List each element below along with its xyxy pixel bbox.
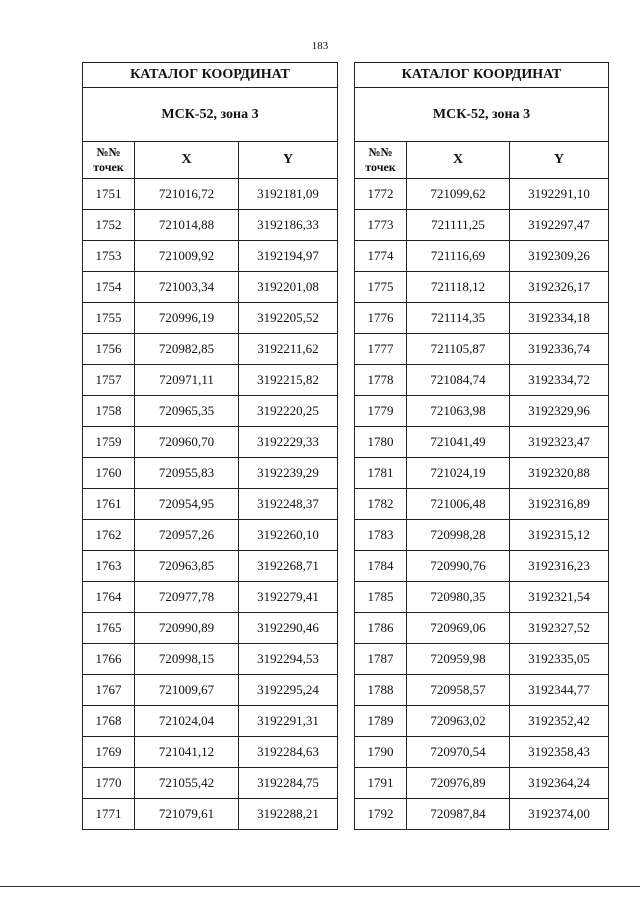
table-row — [83, 644, 338, 675]
y-coordinate-cell: 3192268,71 — [239, 551, 338, 582]
point-number-cell: 1760 — [83, 458, 135, 489]
y-coordinate-cell: 3192334,18 — [510, 303, 609, 334]
y-coordinate-cell: 3192229,33 — [239, 427, 338, 458]
table-row — [83, 396, 338, 427]
table-row — [355, 458, 609, 489]
y-coordinate-cell: 3192288,21 — [239, 799, 338, 830]
table-row — [83, 520, 338, 551]
x-coordinate-cell: 720958,57 — [407, 675, 510, 706]
point-number-cell: 1763 — [83, 551, 135, 582]
x-coordinate-cell: 721105,87 — [407, 334, 510, 365]
table-row — [355, 768, 609, 799]
table-row — [355, 427, 609, 458]
y-coordinate-cell: 3192316,89 — [510, 489, 609, 520]
y-coordinate-cell: 3192211,62 — [239, 334, 338, 365]
catalog-rows — [83, 179, 338, 830]
y-coordinate-cell: 3192201,08 — [239, 272, 338, 303]
table-row — [83, 303, 338, 334]
table-row — [83, 241, 338, 272]
y-coordinate-cell: 3192334,72 — [510, 365, 609, 396]
y-coordinate-cell: 3192294,53 — [239, 644, 338, 675]
table-row — [355, 334, 609, 365]
table-row — [355, 551, 609, 582]
x-coordinate-cell: 720998,15 — [135, 644, 239, 675]
point-number-cell: 1790 — [355, 737, 407, 768]
x-coordinate-cell: 721009,92 — [135, 241, 239, 272]
catalog-zone: МСК-52, зона 3 — [355, 88, 609, 142]
point-number-cell: 1754 — [83, 272, 135, 303]
table-row — [355, 520, 609, 551]
x-coordinate-cell: 721079,61 — [135, 799, 239, 830]
x-coordinate-cell: 720987,84 — [407, 799, 510, 830]
point-number-cell: 1762 — [83, 520, 135, 551]
x-coordinate-cell: 721084,74 — [407, 365, 510, 396]
x-coordinate-cell: 720990,76 — [407, 551, 510, 582]
y-coordinate-cell: 3192279,41 — [239, 582, 338, 613]
x-coordinate-cell: 720955,83 — [135, 458, 239, 489]
point-number-cell: 1765 — [83, 613, 135, 644]
table-row — [83, 489, 338, 520]
catalog-title: КАТАЛОГ КООРДИНАТ — [83, 63, 338, 88]
table-row — [83, 210, 338, 241]
point-number-cell: 1764 — [83, 582, 135, 613]
catalog-zone: МСК-52, зона 3 — [83, 88, 338, 142]
x-coordinate-cell: 720957,26 — [135, 520, 239, 551]
table-row — [83, 768, 338, 799]
y-coordinate-cell: 3192297,47 — [510, 210, 609, 241]
x-coordinate-cell: 721111,25 — [407, 210, 510, 241]
coordinate-catalog-right — [354, 62, 609, 830]
point-number-cell: 1768 — [83, 706, 135, 737]
x-coordinate-cell: 720980,35 — [407, 582, 510, 613]
table-row — [83, 179, 338, 210]
y-header: Y — [510, 142, 609, 179]
x-coordinate-cell: 720954,95 — [135, 489, 239, 520]
x-coordinate-cell: 720963,02 — [407, 706, 510, 737]
x-coordinate-cell: 720965,35 — [135, 396, 239, 427]
x-coordinate-cell: 721006,48 — [407, 489, 510, 520]
point-number-cell: 1755 — [83, 303, 135, 334]
point-number-cell: 1791 — [355, 768, 407, 799]
point-number-header — [83, 142, 135, 179]
x-coordinate-cell: 720976,89 — [407, 768, 510, 799]
point-number-header-symbol: №№ — [368, 145, 393, 159]
x-coordinate-cell: 720977,78 — [135, 582, 239, 613]
y-coordinate-cell: 3192320,88 — [510, 458, 609, 489]
x-coordinate-cell: 721024,04 — [135, 706, 239, 737]
point-number-header-word: точек — [93, 160, 124, 174]
point-number-cell: 1767 — [83, 675, 135, 706]
table-row — [355, 582, 609, 613]
x-coordinate-cell: 721114,35 — [407, 303, 510, 334]
y-coordinate-cell: 3192205,52 — [239, 303, 338, 334]
y-coordinate-cell: 3192291,31 — [239, 706, 338, 737]
y-coordinate-cell: 3192260,10 — [239, 520, 338, 551]
table-row — [83, 272, 338, 303]
point-number-cell: 1784 — [355, 551, 407, 582]
point-number-cell: 1759 — [83, 427, 135, 458]
point-number-cell: 1786 — [355, 613, 407, 644]
y-coordinate-cell: 3192364,24 — [510, 768, 609, 799]
x-coordinate-cell: 720960,70 — [135, 427, 239, 458]
table-row — [355, 489, 609, 520]
y-coordinate-cell: 3192323,47 — [510, 427, 609, 458]
x-coordinate-cell: 721063,98 — [407, 396, 510, 427]
y-coordinate-cell: 3192186,33 — [239, 210, 338, 241]
point-number-cell: 1782 — [355, 489, 407, 520]
catalog-title: КАТАЛОГ КООРДИНАТ — [355, 63, 609, 88]
y-coordinate-cell: 3192309,26 — [510, 241, 609, 272]
point-number-cell: 1789 — [355, 706, 407, 737]
x-coordinate-cell: 720969,06 — [407, 613, 510, 644]
x-coordinate-cell: 721003,34 — [135, 272, 239, 303]
y-coordinate-cell: 3192284,75 — [239, 768, 338, 799]
point-number-cell: 1753 — [83, 241, 135, 272]
table-row — [355, 737, 609, 768]
table-row — [355, 179, 609, 210]
point-number-cell: 1772 — [355, 179, 407, 210]
point-number-cell: 1771 — [83, 799, 135, 830]
y-coordinate-cell: 3192194,97 — [239, 241, 338, 272]
table-row — [355, 706, 609, 737]
x-coordinate-cell: 721099,62 — [407, 179, 510, 210]
point-number-cell: 1769 — [83, 737, 135, 768]
y-header: Y — [239, 142, 338, 179]
point-number-cell: 1766 — [83, 644, 135, 675]
table-row — [83, 427, 338, 458]
table-row — [355, 241, 609, 272]
table-row — [83, 737, 338, 768]
y-coordinate-cell: 3192239,29 — [239, 458, 338, 489]
x-coordinate-cell: 721055,42 — [135, 768, 239, 799]
point-number-cell: 1781 — [355, 458, 407, 489]
y-coordinate-cell: 3192335,05 — [510, 644, 609, 675]
x-coordinate-cell: 721009,67 — [135, 675, 239, 706]
point-number-cell: 1770 — [83, 768, 135, 799]
page-number: 183 — [311, 40, 329, 52]
table-row — [355, 799, 609, 830]
y-coordinate-cell: 3192316,23 — [510, 551, 609, 582]
point-number-cell: 1773 — [355, 210, 407, 241]
point-number-cell: 1776 — [355, 303, 407, 334]
point-number-cell: 1783 — [355, 520, 407, 551]
footer-divider — [0, 886, 640, 887]
catalog-rows — [355, 179, 609, 830]
y-coordinate-cell: 3192358,43 — [510, 737, 609, 768]
table-row — [355, 272, 609, 303]
point-number-cell: 1751 — [83, 179, 135, 210]
point-number-cell: 1775 — [355, 272, 407, 303]
x-coordinate-cell: 721116,69 — [407, 241, 510, 272]
point-number-cell: 1752 — [83, 210, 135, 241]
point-number-cell: 1774 — [355, 241, 407, 272]
y-coordinate-cell: 3192290,46 — [239, 613, 338, 644]
y-coordinate-cell: 3192374,00 — [510, 799, 609, 830]
x-coordinate-cell: 720996,19 — [135, 303, 239, 334]
point-number-header-symbol: №№ — [96, 145, 121, 159]
table-row — [355, 303, 609, 334]
table-row — [355, 365, 609, 396]
y-coordinate-cell: 3192336,74 — [510, 334, 609, 365]
y-coordinate-cell: 3192181,09 — [239, 179, 338, 210]
x-header: X — [407, 142, 510, 179]
coordinate-catalog-left — [82, 62, 338, 830]
point-number-cell: 1787 — [355, 644, 407, 675]
y-coordinate-cell: 3192295,24 — [239, 675, 338, 706]
point-number-cell: 1777 — [355, 334, 407, 365]
table-row — [83, 365, 338, 396]
y-coordinate-cell: 3192291,10 — [510, 179, 609, 210]
x-coordinate-cell: 720998,28 — [407, 520, 510, 551]
x-coordinate-cell: 720982,85 — [135, 334, 239, 365]
table-row — [355, 210, 609, 241]
x-coordinate-cell: 720963,85 — [135, 551, 239, 582]
point-number-header-word: точек — [365, 160, 396, 174]
y-coordinate-cell: 3192327,52 — [510, 613, 609, 644]
table-row — [355, 644, 609, 675]
table-row — [83, 675, 338, 706]
point-number-cell: 1756 — [83, 334, 135, 365]
x-coordinate-cell: 720959,98 — [407, 644, 510, 675]
point-number-cell: 1758 — [83, 396, 135, 427]
point-number-header — [355, 142, 407, 179]
point-number-cell: 1788 — [355, 675, 407, 706]
x-coordinate-cell: 720971,11 — [135, 365, 239, 396]
y-coordinate-cell: 3192215,82 — [239, 365, 338, 396]
y-coordinate-cell: 3192315,12 — [510, 520, 609, 551]
y-coordinate-cell: 3192352,42 — [510, 706, 609, 737]
x-coordinate-cell: 721024,19 — [407, 458, 510, 489]
x-header: X — [135, 142, 239, 179]
y-coordinate-cell: 3192344,77 — [510, 675, 609, 706]
x-coordinate-cell: 721016,72 — [135, 179, 239, 210]
table-row — [83, 613, 338, 644]
table-row — [83, 458, 338, 489]
point-number-cell: 1778 — [355, 365, 407, 396]
y-coordinate-cell: 3192326,17 — [510, 272, 609, 303]
table-row — [83, 799, 338, 830]
table-row — [355, 613, 609, 644]
point-number-cell: 1780 — [355, 427, 407, 458]
x-coordinate-cell: 720970,54 — [407, 737, 510, 768]
table-row — [83, 706, 338, 737]
y-coordinate-cell: 3192220,25 — [239, 396, 338, 427]
x-coordinate-cell: 721014,88 — [135, 210, 239, 241]
table-row — [83, 334, 338, 365]
x-coordinate-cell: 721118,12 — [407, 272, 510, 303]
point-number-cell: 1757 — [83, 365, 135, 396]
table-row — [83, 582, 338, 613]
y-coordinate-cell: 3192321,54 — [510, 582, 609, 613]
table-row — [355, 396, 609, 427]
x-coordinate-cell: 721041,12 — [135, 737, 239, 768]
x-coordinate-cell: 721041,49 — [407, 427, 510, 458]
point-number-cell: 1761 — [83, 489, 135, 520]
point-number-cell: 1779 — [355, 396, 407, 427]
x-coordinate-cell: 720990,89 — [135, 613, 239, 644]
y-coordinate-cell: 3192329,96 — [510, 396, 609, 427]
y-coordinate-cell: 3192248,37 — [239, 489, 338, 520]
table-row — [355, 675, 609, 706]
table-row — [83, 551, 338, 582]
point-number-cell: 1785 — [355, 582, 407, 613]
y-coordinate-cell: 3192284,63 — [239, 737, 338, 768]
point-number-cell: 1792 — [355, 799, 407, 830]
